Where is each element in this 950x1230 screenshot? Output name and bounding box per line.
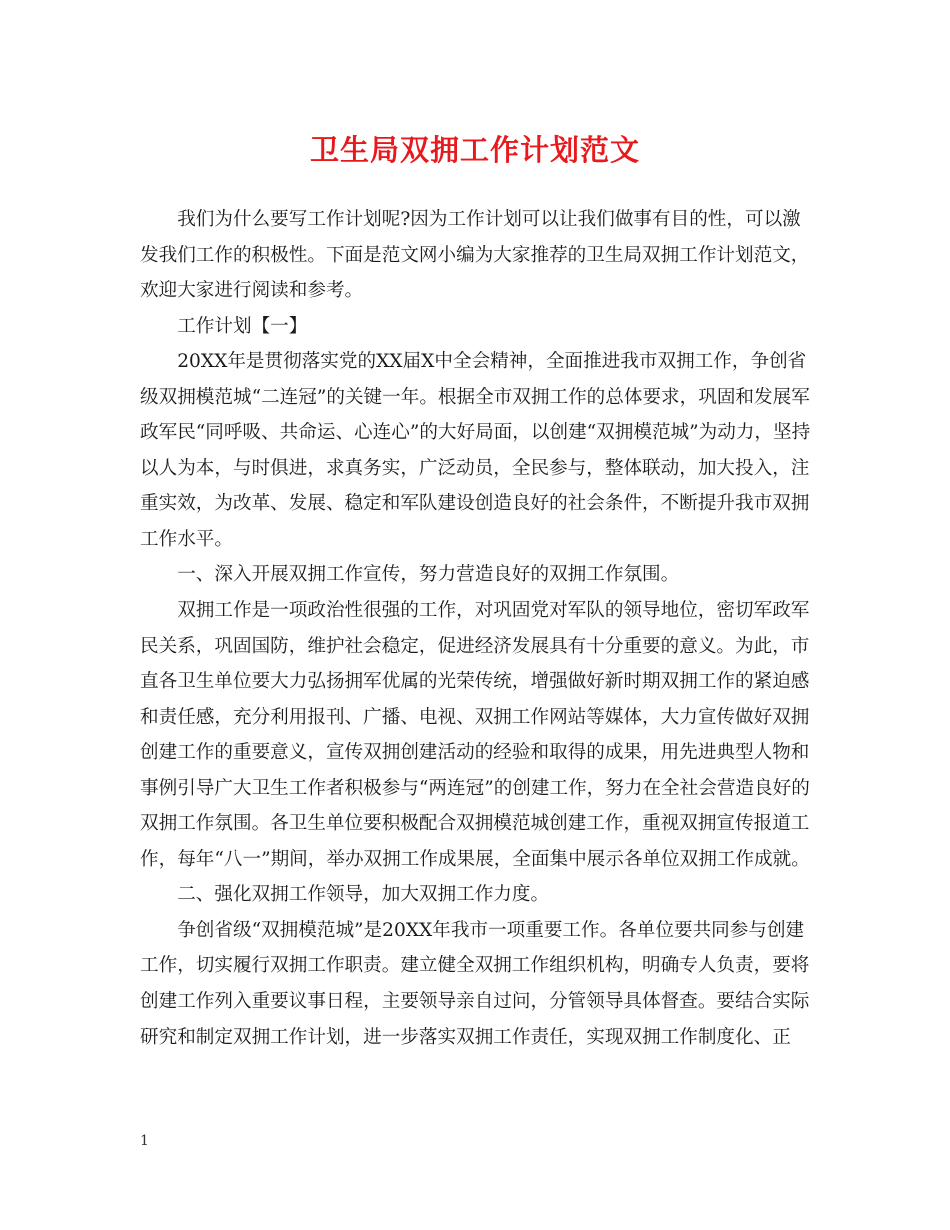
section-heading-plan-one: 工作计划【一】 [177,315,308,337]
intro-paragraph: 我们为什么要写工作计划呢?因为工作计划可以让我们做事有目的性，可以激发我们工作的积极性。下面是范文网小编为大家推荐的卫生局双拥工作计划范文，欢迎大家进行阅读和参考。 [140,209,810,302]
body-paragraph: 争创省级“双拥模范城”是20XX年我市一项重要工作。各单位要共同参与创建工作，切实履行双拥工作职责。建立健全双拥工作组织机构，明确专人负责，要将创建工作列入重要议事日程，主要领导亲自过问，分管领导具体督查。要结合实际研究和制定双拥工作计划，进一步落实双拥工作责任，实现双拥工作制度化、正 [140,919,810,1048]
document-title: 卫生局双拥工作计划范文 [309,133,640,167]
section-heading-two: 二、强化双拥工作领导，加大双拥工作力度。 [177,884,550,906]
body-paragraph: 20XX年是贯彻落实党的XX届X中全会精神，全面推进我市双拥工作，争创省级双拥模范城“二连冠”的关键一年。根据全市双拥工作的总体要求，巩固和发展军政军民“同呼吸、共命运、心连心”的大好局面，以创建“双拥模范城”为动力，坚持以人为本，与时俱进，求真务实，广泛动员，全民参与，整体联动，加大投入，注重实效，为改革、发展、稳定和军队建设创造良好的社会条件，不断提升我市双拥工作水平。 [140,351,811,550]
body-paragraph: 双拥工作是一项政治性很强的工作，对巩固党对军队的领导地位，密切军政军民关系，巩固国防，维护社会稳定，促进经济发展具有十分重要的意义。为此，市直各卫生单位要大力弘扬拥军优属的光荣传统，增强做好新时期双拥工作的紧迫感和责任感，充分利用报刊、广播、电视、双拥工作网站等媒体，大力宣传做好双拥创建工作的重要意义，宣传双拥创建活动的经验和取得的成果，用先进典型人物和事例引导广大卫生工作者积极参与“两连冠”的创建工作，努力在全社会营造良好的双拥工作氛围。各卫生单位要积极配合双拥模范城创建工作，重视双拥宣传报道工作，每年“八一”期间，举办双拥工作成果展，全面集中展示各单位双拥工作成就。 [140,600,810,870]
page-number: 1 [140,1133,149,1149]
section-heading-one: 一、深入开展双拥工作宣传，努力营造良好的双拥工作氛围。 [177,564,680,586]
document-body [140,202,815,1055]
